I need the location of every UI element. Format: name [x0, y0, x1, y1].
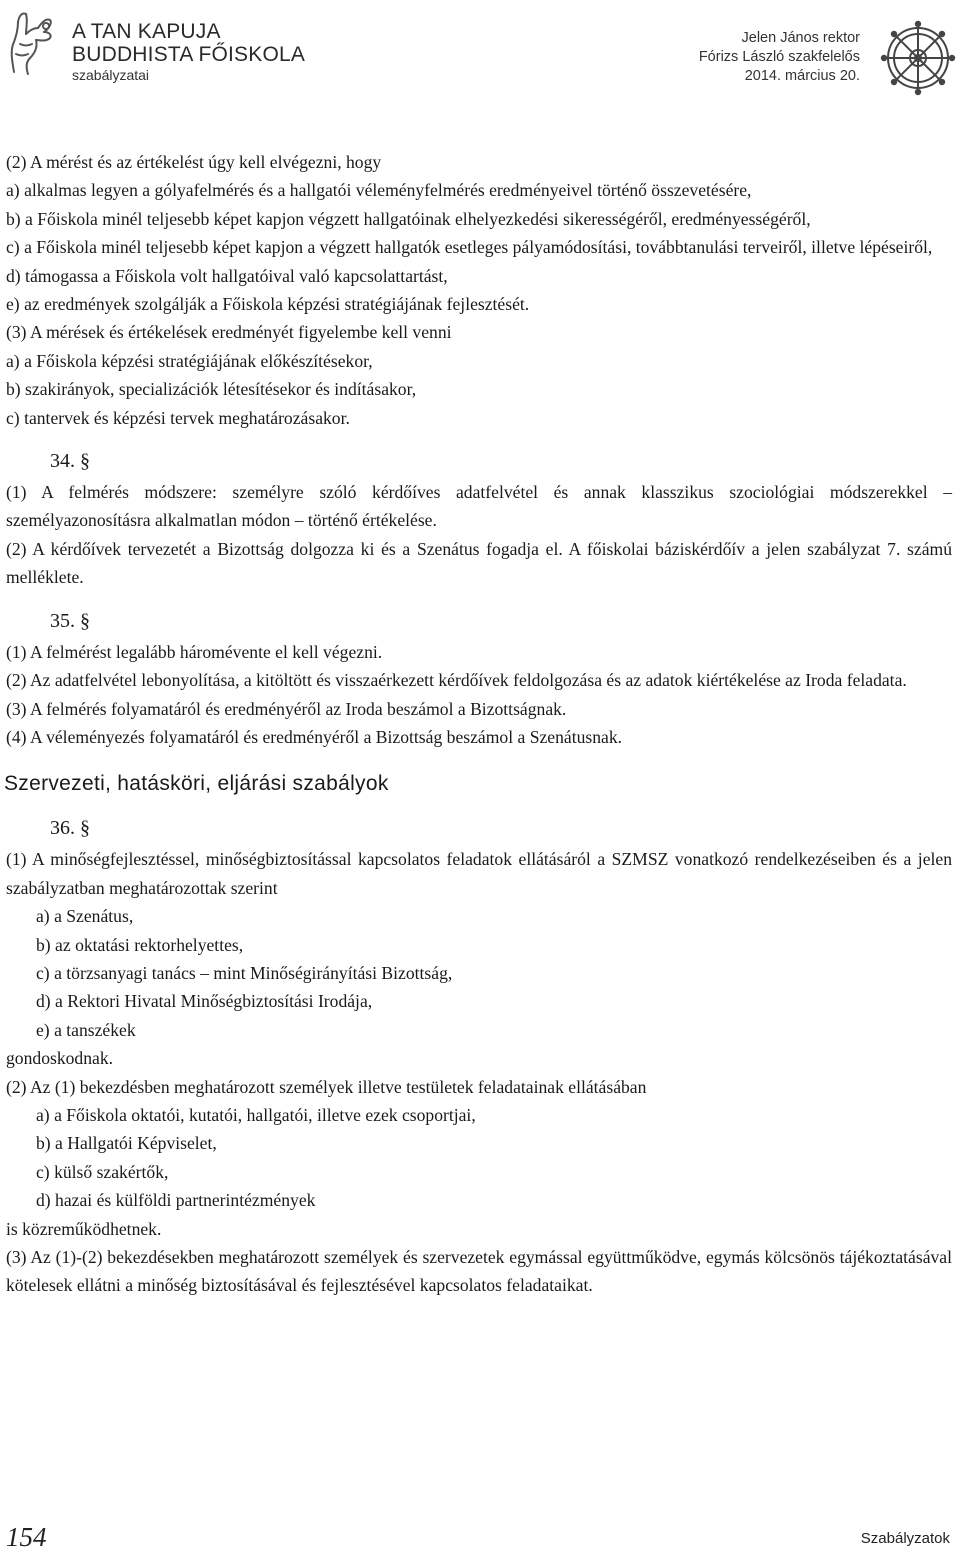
- section-35-paragraph-1: (1) A felmérést legalább háromévente el kell végezni.: [6, 641, 383, 662]
- paragraph-2-item-a: a) alkalmas legyen a gólyafelmérés és a hallgatói véleményfelmérés eredményeivel történő összevetésére,: [6, 180, 752, 201]
- section-36-p1-item-b: b) az oktatási rektorhelyettes,: [36, 934, 244, 955]
- paragraph-3-intro: (3) A mérések és értékelések eredményét figyelembe kell venni: [6, 322, 452, 343]
- approval-date: 2014. március 20.: [744, 68, 860, 84]
- section-36-p2-item-b: b) a Hallgatói Képviselet,: [36, 1133, 217, 1154]
- section-36-p1-item-d: d) a Rektori Hivatal Minőségbiztosítási Irodája,: [36, 991, 373, 1012]
- document-body: [6, 148, 952, 1300]
- paragraph-3-item-c: c) tantervek és képzési tervek meghatározásakor.: [6, 407, 350, 428]
- section-36-p2-item-a: a) a Főiskola oktatói, kutatói, hallgatói, illetve ezek csoportjai,: [36, 1104, 476, 1125]
- section-35-heading: 35. §: [50, 609, 90, 632]
- section-36-p2-closing: is közreműködhetnek.: [6, 1218, 162, 1239]
- section-35-paragraph-4: (4) A véleményezés folyamatáról és eredményéről a Bizottság beszámol a Szenátusnak.: [6, 726, 623, 747]
- institution-name: [72, 20, 305, 84]
- document-subtitle: szabályzatai: [72, 67, 150, 83]
- section-35-paragraph-2: (2) Az adatfelvétel lebonyolítása, a kitöltött és visszaérkezett kérdőívek feldolgozása és az adatok kiértékelése az Iroda feladata.: [6, 670, 907, 691]
- paragraph-2-item-c: c) a Főiskola minél teljesebb képet kapjon a végzett hallgatók esetleges pályamódosítási, továbbtanulási terveiről, illetve lépéseiről,: [6, 237, 933, 258]
- approval-info: [699, 29, 860, 86]
- chapter-heading: Szervezeti, hatásköri, eljárási szabályok: [4, 772, 389, 796]
- paragraph-2-item-d: d) támogassa a Főiskola volt hallgatóival való kapcsolattartást,: [6, 265, 448, 286]
- section-34-paragraph-2: (2) A kérdőívek tervezetét a Bizottság dolgozza ki és a Szenátus fogadja el. A főiskolai báziskérdőív a jelen szabályzat 7. számú melléklete.: [6, 538, 952, 588]
- paragraph-3-item-b: b) szakirányok, specializációk létesítésekor és indításakor,: [6, 379, 417, 400]
- paragraph-2-item-b: b) a Főiskola minél teljesebb képet kapjon végzett hallgatóinak elhelyezkedési sikerességéről, eredményességéről,: [6, 208, 811, 229]
- section-36-p2-item-d: d) hazai és külföldi partnerintézmények: [36, 1190, 316, 1211]
- section-34-paragraph-1: (1) A felmérés módszere: személyre szóló kérdőíves adatfelvétel és annak klasszikus szociológiai módszerekkel – személyazonosításra alkalmatlan módon – történő értékelése.: [6, 482, 952, 531]
- paragraph-2-item-e: e) az eredmények szolgálják a Főiskola képzési stratégiájának fejlesztését.: [6, 294, 530, 315]
- rector-name: Jelen János rektor: [741, 30, 860, 46]
- page-number: 154: [6, 1522, 47, 1552]
- section-36-heading: 36. §: [50, 817, 90, 840]
- institution-title-line2: BUDDHISTA FŐISKOLA: [72, 43, 306, 66]
- section-36-paragraph-2: (2) Az (1) bekezdésben meghatározott személyek illetve testületek feladatainak ellátásában: [6, 1076, 647, 1097]
- section-36-paragraph-1: (1) A minőségfejlesztéssel, minőségbiztosítással kapcsolatos feladatok ellátásáról a SZMSZ vonatkozó rendelkezéseiben és a jelen szabályzatban meghatározottak szerint: [6, 849, 952, 898]
- paragraph-3-item-a: a) a Főiskola képzési stratégiájának előkészítésekor,: [6, 350, 373, 371]
- responsible-name: Fórizs László szakfelelős: [698, 49, 860, 65]
- section-36-p1-closing: gondoskodnak.: [6, 1048, 114, 1069]
- section-36-p1-item-c: c) a törzsanyagi tanács – mint Minőségirányítási Bizottság,: [36, 962, 453, 983]
- section-36-p1-item-a: a) a Szenátus,: [36, 906, 134, 927]
- institution-title-line1: A TAN KAPUJA: [72, 20, 221, 43]
- section-36-paragraph-3: (3) Az (1)-(2) bekezdésekben meghatározott személyek és szervezetek egymással együttműködve, egymás kölcsönös tájékoztatásával kötelesek ellátni a minőség biztosításával és fejlesztésével kapcsolatos feladataikat.: [6, 1247, 952, 1296]
- paragraph-2-intro: (2) A mérést és az értékelést úgy kell elvégezni, hogy: [6, 152, 382, 172]
- section-35-paragraph-3: (3) A felmérés folyamatáról és eredményéről az Iroda beszámol a Bizottságnak.: [6, 698, 567, 719]
- section-34-heading: 34. §: [50, 450, 90, 473]
- dharma-wheel-icon: [880, 20, 956, 96]
- section-36-p1-item-e: e) a tanszékek: [36, 1019, 136, 1040]
- page-header: [0, 0, 960, 110]
- footer-section-label: Szabályzatok: [860, 1530, 950, 1547]
- hand-mudra-icon: [4, 4, 62, 76]
- section-36-p2-item-c: c) külső szakértők,: [36, 1161, 169, 1182]
